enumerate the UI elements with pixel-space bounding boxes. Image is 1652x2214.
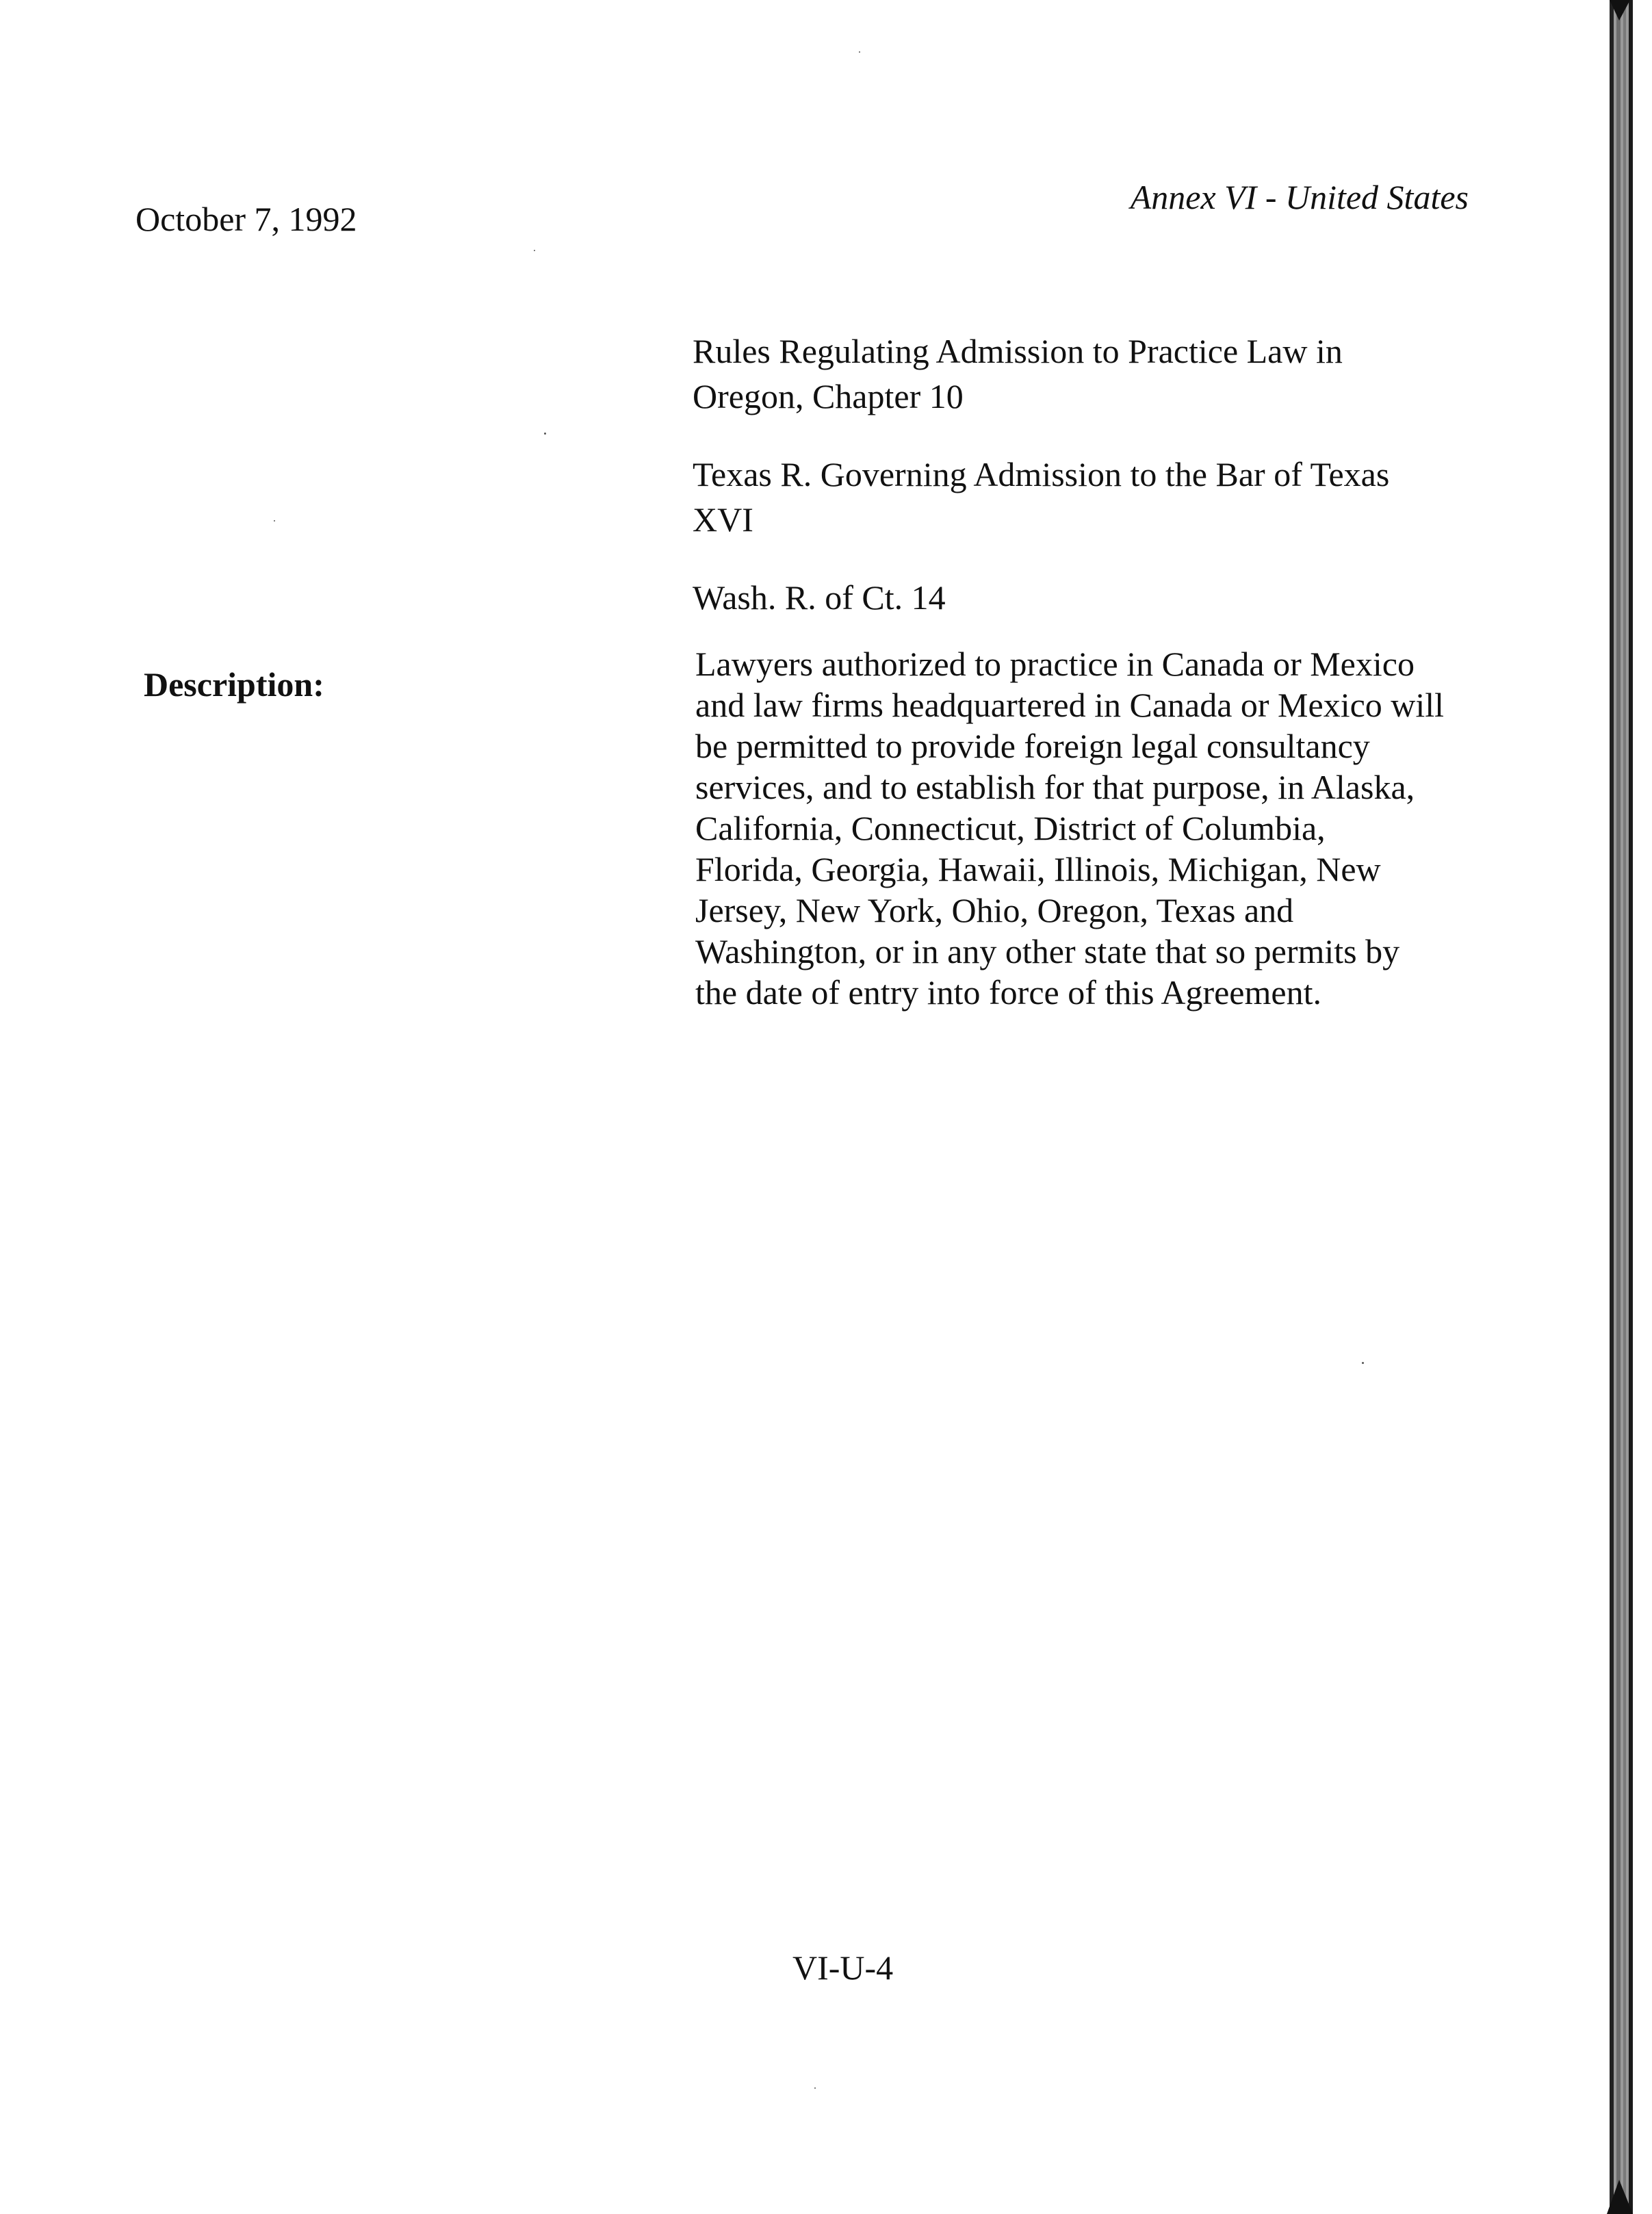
scan-speck: [814, 2087, 816, 2089]
binding-edge: [1605, 0, 1638, 2214]
description-line: services, and to establish for that purpose, in Alaska,: [695, 768, 1415, 806]
description-line: Florida, Georgia, Hawaii, Illinois, Michigan, New: [695, 850, 1381, 888]
reference-washington: Wash. R. of Ct. 14: [693, 578, 946, 617]
scan-speck: [274, 520, 275, 522]
reference-texas: Texas R. Governing Admission to the Bar of Texas XVI: [693, 455, 1390, 539]
description-label: Description:: [144, 665, 324, 704]
scan-speck: [544, 433, 546, 435]
description-line: be permitted to provide foreign legal consultancy: [695, 727, 1370, 765]
page-number: VI-U-4: [792, 1948, 894, 1987]
scan-speck: [859, 51, 860, 53]
annex-header: Annex VI - United States: [1130, 178, 1469, 216]
description-text: [695, 643, 1503, 1013]
scan-speck: [1362, 1362, 1364, 1364]
reference-oregon: Rules Regulating Admission to Practice Law in Oregon, Chapter 10: [693, 332, 1343, 415]
description-line: the date of entry into force of this Agreement.: [695, 973, 1321, 1012]
binding-edge-graphic: [1605, 0, 1638, 2214]
description-line: Washington, or in any other state that so permits by: [695, 932, 1400, 970]
scan-speck: [534, 250, 535, 251]
description-line: Lawyers authorized to practice in Canada or Mexico: [695, 645, 1415, 683]
description-line: and law firms headquartered in Canada or Mexico will: [695, 686, 1445, 724]
description-line: California, Connecticut, District of Columbia,: [695, 809, 1326, 847]
references-list: [693, 329, 1514, 653]
document-date: October 7, 1992: [135, 200, 357, 238]
description-line: Jersey, New York, Ohio, Oregon, Texas and: [695, 891, 1294, 929]
